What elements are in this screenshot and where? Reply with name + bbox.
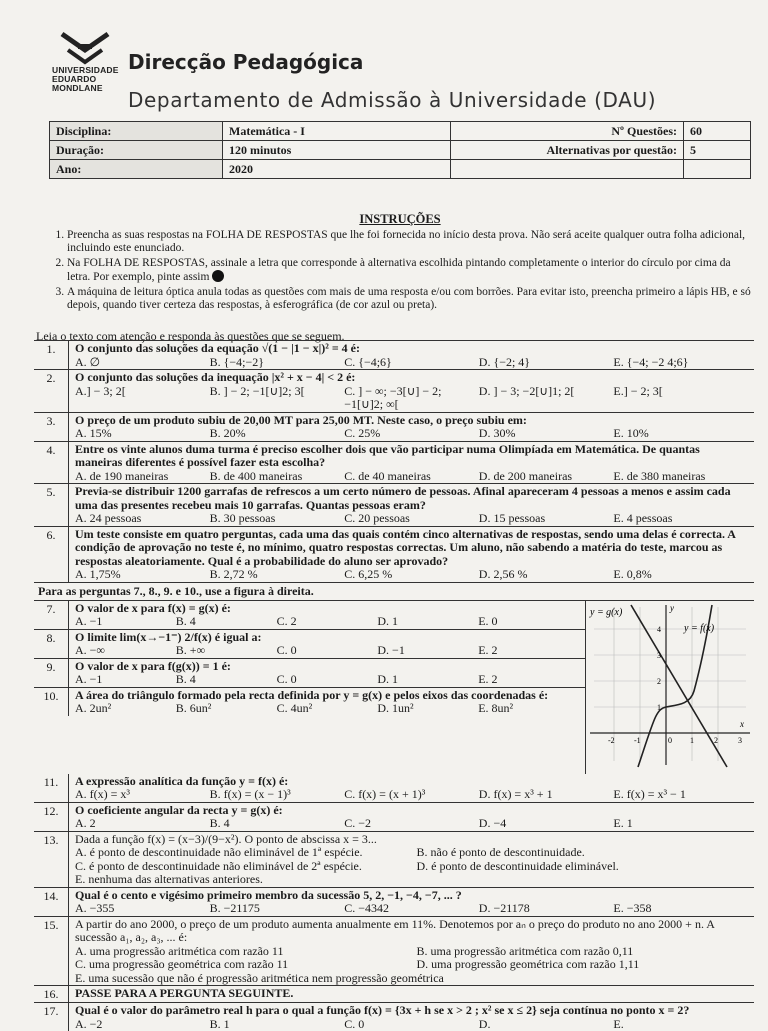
question-row <box>34 630 585 659</box>
option-e: E. 2 <box>478 673 579 687</box>
option-d: D. f(x) = x³ + 1 <box>479 788 614 802</box>
disciplina-value: Matemática - I <box>223 122 451 141</box>
option-b: B. 1 <box>210 1018 345 1031</box>
f-label: y = f(x) <box>683 623 715 634</box>
option-c: C. −4342 <box>344 902 479 916</box>
university-logo <box>52 30 118 108</box>
question-number: 12. <box>34 803 69 831</box>
ano-value: 2020 <box>223 160 451 179</box>
figure-section-label: Para as perguntas 7., 8., 9. e 10., use a figura à direita. <box>34 583 754 601</box>
option-a: A. ∅ <box>75 356 210 370</box>
question-row-16 <box>34 986 754 1003</box>
ano-label: Ano: <box>50 160 223 179</box>
instruction-1: 1. Preencha as suas respostas na FOLHA DE RESPOSTAS que lhe foi fornecida no início desta prova. Não será aceite qualquer outra folha adicional, incluindo este enunciado. <box>67 229 755 255</box>
option-e: E. <box>613 1018 748 1031</box>
question-number: 14. <box>34 888 69 916</box>
option-e: E. 1 <box>613 817 748 831</box>
option-a: A. −2 <box>75 1018 210 1031</box>
option-b: B. −21175 <box>210 902 345 916</box>
instructions <box>45 213 755 314</box>
option-a: A. 24 pessoas <box>75 512 210 526</box>
y-tick: 4 <box>657 625 661 634</box>
option-c: C. {−4;6} <box>344 356 479 370</box>
option-b: B. uma progressão aritmética com razão 0,11 <box>417 945 749 959</box>
question-row <box>34 774 754 803</box>
question-number: 1. <box>34 341 69 369</box>
question-row-14 <box>34 888 754 917</box>
option-d: D. −4 <box>479 817 614 831</box>
option-c: C. 0 <box>277 673 378 687</box>
option-e: E. 8un² <box>478 702 579 716</box>
option-b: B. {−4;−2} <box>210 356 345 370</box>
x-tick: 0 <box>668 736 672 745</box>
question-row <box>34 601 585 630</box>
question-row-15 <box>34 917 754 987</box>
figure-block <box>34 601 754 774</box>
option-e: E. 4 pessoas <box>613 512 748 526</box>
question-text: Qual é o valor do parâmetro real h para o qual a função f(x) = {3x + h se x > 2 ; x² se x ≤ 2} seja contínua no ponto x = 2? <box>75 1004 748 1018</box>
option-c: C. −2 <box>344 817 479 831</box>
uem-emblem-icon <box>58 30 112 66</box>
dau-title: Departamento de Admissão à Universidade (DAU) <box>128 88 656 112</box>
option-d: D. de 200 maneiras <box>479 470 614 484</box>
question-row <box>34 370 754 413</box>
question-text: A área do triângulo formado pela recta definida por y = g(x) e pelos eixos das coordenadas é: <box>75 689 579 703</box>
question-text: Entre os vinte alunos duma turma é preciso escolher dois que vão participar numa Olimpíada em Matemática. De quantas maneiras diferentes é possível fazer esta escolha? <box>75 443 748 470</box>
x-tick: 1 <box>690 736 694 745</box>
option-c: C. 25% <box>344 427 479 441</box>
x-tick: 2 <box>714 736 718 745</box>
option-e: E. 0 <box>478 615 579 629</box>
logo-line-1: UNIVERSIDADE <box>52 66 118 75</box>
instructions-title: INSTRUÇÕES <box>45 213 755 226</box>
option-e: E. {−4; −2 4;6} <box>613 356 748 370</box>
direccao-title: Direcção Pedagógica <box>128 50 363 74</box>
alternativas-label: Alternativas por questão: <box>451 141 684 160</box>
y-axis-label: y <box>669 603 674 613</box>
option-a: A. de 190 maneiras <box>75 470 210 484</box>
option-d: D. 1 <box>377 673 478 687</box>
option-c: C. 0 <box>277 644 378 658</box>
question-number: 3. <box>34 413 69 441</box>
option-a: A. é ponto de descontinuidade não eliminável de 1ª espécie. <box>75 846 407 860</box>
question-row <box>34 659 585 688</box>
question-text: O valor de x para f(x) = g(x) é: <box>75 602 579 616</box>
y-tick: 2 <box>657 677 661 686</box>
question-number: 15. <box>34 917 69 986</box>
question-number: 5. <box>34 484 69 526</box>
x-axis-label: x <box>739 719 744 729</box>
question-text: O conjunto das soluções da inequação |x² + x − 4| < 2 é: <box>75 371 748 385</box>
questions-table <box>34 340 754 1031</box>
option-a: A.] − 3; 2[ <box>75 385 210 412</box>
option-c: C. 20 pessoas <box>344 512 479 526</box>
option-a: A. −1 <box>75 615 176 629</box>
question-number: 7. <box>34 601 69 629</box>
exam-info-table <box>49 121 751 179</box>
option-c: C. 6,25 % <box>344 568 479 582</box>
duracao-label: Duração: <box>50 141 223 160</box>
option-a: A. 2un² <box>75 702 176 716</box>
option-a: A. −355 <box>75 902 210 916</box>
question-number: 8. <box>34 630 69 658</box>
question-number: 9. <box>34 659 69 687</box>
option-d: D. <box>479 1018 614 1031</box>
option-d: D. {−2; 4} <box>479 356 614 370</box>
y-tick: 3 <box>657 651 661 660</box>
option-c: C. de 40 maneiras <box>344 470 479 484</box>
option-d: D. é ponto de descontinuidade eliminável. <box>417 860 749 874</box>
x-tick: 3 <box>738 736 742 745</box>
question-text: Previa-se distribuir 1200 garrafas de refrescos a um certo número de pessoas. Afinal apareceram 4 pessoas a menos e assim cada uma das presentes recebeu mais 10 garrafas. Quantas pessoas eram? <box>75 485 748 512</box>
question-row <box>34 484 754 527</box>
option-d: D. 1 <box>377 615 478 629</box>
option-c: C. 0 <box>344 1018 479 1031</box>
option-d: D. ] − 3; −2[∪]1; 2[ <box>479 385 614 412</box>
option-b: B. não é ponto de descontinuidade. <box>417 846 749 860</box>
filled-circle-icon <box>212 270 224 282</box>
question-row-17 <box>34 1003 754 1031</box>
option-d: D. −1 <box>377 644 478 658</box>
option-b: B. 20% <box>210 427 345 441</box>
option-a: A. −∞ <box>75 644 176 658</box>
x-tick: -1 <box>634 736 641 745</box>
page-header <box>52 30 752 110</box>
question-text: O coeficiente angular da recta y = g(x) é: <box>75 804 748 818</box>
instruction-2: 2. Na FOLHA DE RESPOSTAS, assinale a letra que corresponde à alternativa escolhida pintando completamente o interior do círculo por cima da letra. Por exemplo, pinte assim <box>67 257 755 284</box>
graph-figure <box>586 601 754 774</box>
question-number: 10. <box>34 688 69 716</box>
questoes-value: 60 <box>684 122 751 141</box>
question-row-13 <box>34 832 754 888</box>
question-number: 13. <box>34 832 69 887</box>
question-row <box>34 527 754 583</box>
question-row <box>34 688 585 716</box>
disciplina-label: Disciplina: <box>50 122 223 141</box>
question-text: O limite lim(x→−1⁻) 2/f(x) é igual a: <box>75 631 579 645</box>
question-text: Um teste consiste em quatro perguntas, cada uma das quais contém cinco alternativas de respostas, sendo uma delas é correcta. A condição de aprovação no teste é, no mínimo, quatro respostas correctas. Um aluno, não sabendo a matéria do teste, marcou as respostas aleatoriamente. Qual é a probabilidade do aluno ser aprovado? <box>75 528 748 569</box>
question-text: A expressão analítica da função y = f(x) é: <box>75 775 748 789</box>
option-d: D. 30% <box>479 427 614 441</box>
option-c: C. é ponto de descontinuidade não eliminável de 2ª espécie. <box>75 860 407 874</box>
option-e: E. uma sucessão que não é progressão aritmética nem progressão geométrica <box>75 972 748 986</box>
option-a: A. 15% <box>75 427 210 441</box>
y-tick: 1 <box>657 703 661 712</box>
option-a: A. −1 <box>75 673 176 687</box>
question-row <box>34 803 754 832</box>
question-number: 6. <box>34 527 69 582</box>
logo-line-3: MONDLANE <box>52 84 118 93</box>
option-a: A. f(x) = x³ <box>75 788 210 802</box>
option-e: E. 2 <box>478 644 579 658</box>
question-row <box>34 341 754 370</box>
option-d: D. −21178 <box>479 902 614 916</box>
option-d: D. 2,56 % <box>479 568 614 582</box>
questoes-label: Nº Questões: <box>451 122 684 141</box>
option-b: B. 4 <box>176 673 277 687</box>
option-b: B. 4 <box>210 817 345 831</box>
option-d: D. 15 pessoas <box>479 512 614 526</box>
option-c: C. 2 <box>277 615 378 629</box>
option-a: A. uma progressão aritmética com razão 11 <box>75 945 407 959</box>
question-row <box>34 442 754 485</box>
question-number: 11. <box>34 774 69 802</box>
question-text: O valor de x para f(g(x)) = 1 é: <box>75 660 579 674</box>
question-text: PASSE PARA A PERGUNTA SEGUINTE. <box>69 986 754 1002</box>
option-b: B. 4 <box>176 615 277 629</box>
x-tick: -2 <box>608 736 615 745</box>
question-number: 2. <box>34 370 69 412</box>
question-number: 16. <box>34 986 69 1002</box>
option-d: D. uma progressão geométrica com razão 1,11 <box>417 958 749 972</box>
question-text: Dada a função f(x) = (x−3)/(9−x²). O ponto de abscissa x = 3... <box>75 833 748 847</box>
alternativas-value: 5 <box>684 141 751 160</box>
option-c: C. uma progressão geométrica com razão 11 <box>75 958 407 972</box>
option-b: B. 30 pessoas <box>210 512 345 526</box>
option-c: C. ] − ∞; −3[∪] − 2; −1[∪]2; ∞[ <box>344 385 479 412</box>
option-d: D. 1un² <box>377 702 478 716</box>
duracao-value: 120 minutos <box>223 141 451 160</box>
option-e: E. 0,8% <box>613 568 748 582</box>
option-b: B. 6un² <box>176 702 277 716</box>
question-text: Qual é o cento e vigésimo primeiro membro da sucessão 5, 2, −1, −4, −7, ... ? <box>75 889 748 903</box>
g-label: y = g(x) <box>589 607 623 618</box>
question-text: A partir do ano 2000, o preço de um produto aumenta anualmente em 11%. Denotemos por aₙ o preço do produto no ano 2000 + n. A sucessão a₁, a₂, a₃, ... é: <box>75 918 748 945</box>
option-b: B. +∞ <box>176 644 277 658</box>
question-text: O preço de um produto subiu de 20,00 MT para 25,00 MT. Neste caso, o preço subiu em: <box>75 414 748 428</box>
option-c: C. 4un² <box>277 702 378 716</box>
option-e: E. nenhuma das alternativas anteriores. <box>75 873 407 887</box>
option-b: B. ] − 2; −1[∪]2; 3[ <box>210 385 345 412</box>
function-graph <box>586 601 754 769</box>
lead-text: Leia o texto com atenção e responda às questões que se seguem. <box>36 329 345 344</box>
option-b: B. f(x) = (x − 1)³ <box>210 788 345 802</box>
option-e: E. de 380 maneiras <box>613 470 748 484</box>
question-text: O conjunto das soluções da equação √(1 − |1 − x|)² = 4 é: <box>75 342 748 356</box>
option-c: C. f(x) = (x + 1)³ <box>344 788 479 802</box>
option-e: E. f(x) = x³ − 1 <box>613 788 748 802</box>
option-a: A. 2 <box>75 817 210 831</box>
question-number: 17. <box>34 1003 69 1031</box>
option-b: B. de 400 maneiras <box>210 470 345 484</box>
logo-line-2: EDUARDO <box>52 75 118 84</box>
option-a: A. 1,75% <box>75 568 210 582</box>
question-row <box>34 413 754 442</box>
option-b: B. 2,72 % <box>210 568 345 582</box>
instruction-3: 3. A máquina de leitura óptica anula todas as questões com mais de uma resposta e/ou com borrões. Para evitar isto, preencha primeiro a lápis HB, e só depois, quando tiver certeza das respostas, à esferográfica (de cor azul ou preta). <box>67 286 755 312</box>
option-e: E. 10% <box>613 427 748 441</box>
question-number: 4. <box>34 442 69 484</box>
option-e: E. −358 <box>613 902 748 916</box>
option-e: E.] − 2; 3[ <box>613 385 748 412</box>
